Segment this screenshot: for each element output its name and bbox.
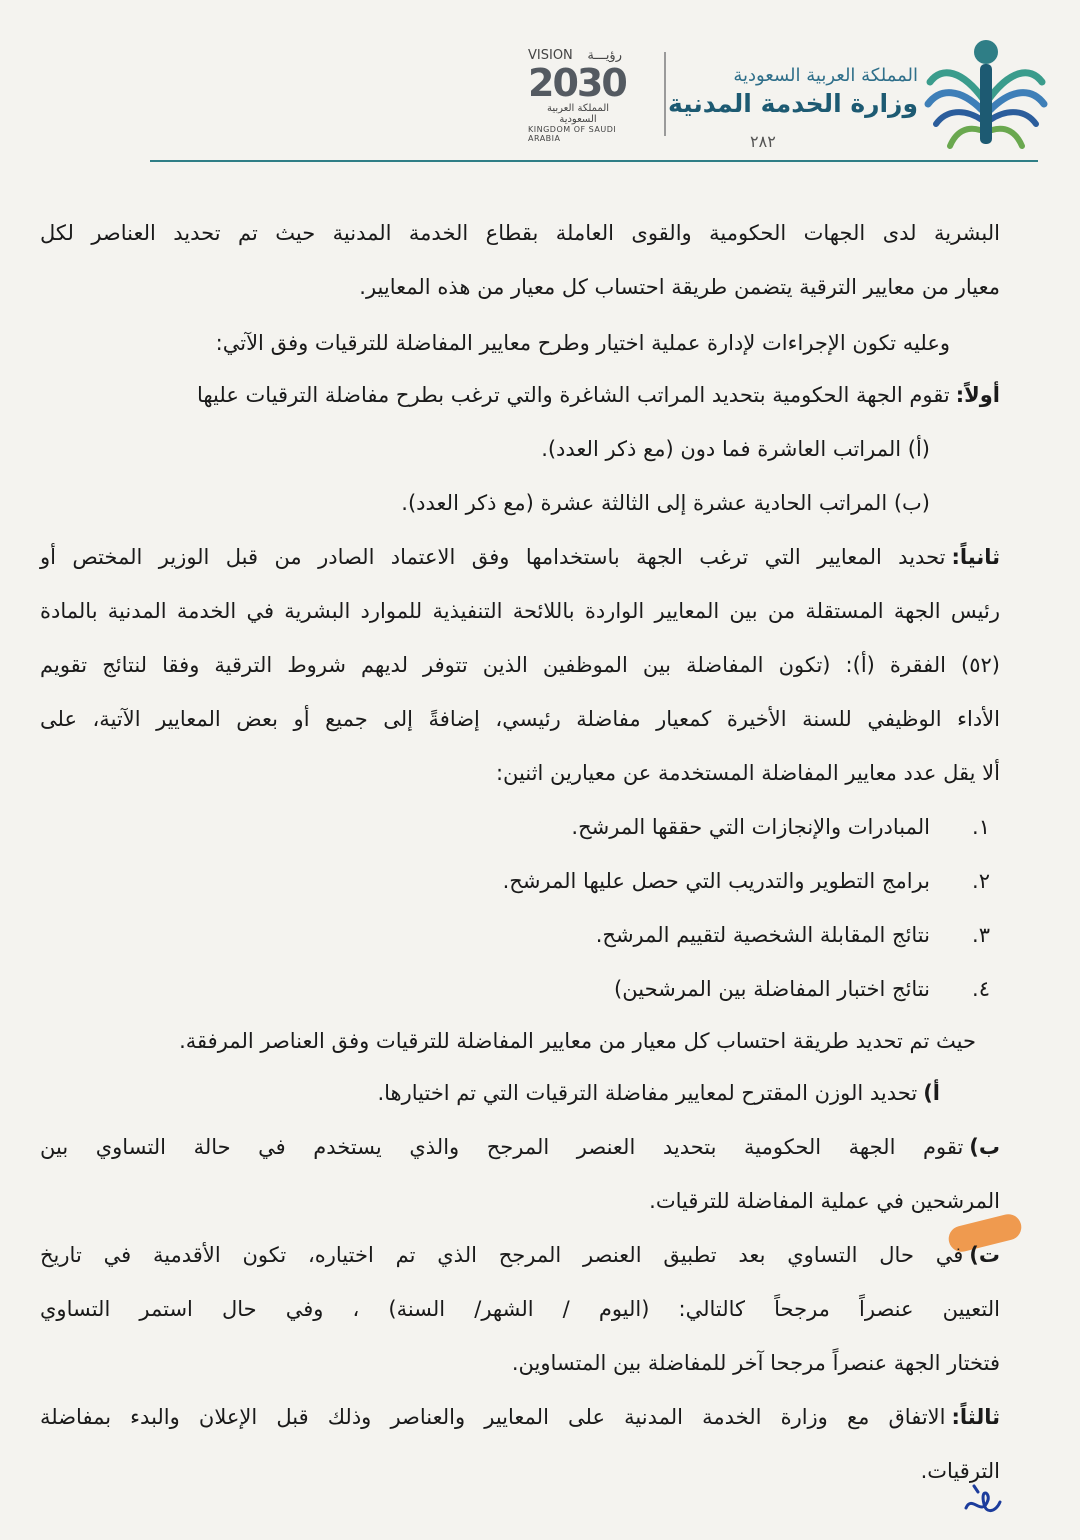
sub-item-t-line-3: فتختار الجهة عنصراً مرجحا آخر للمفاضلة بين المتساوين.	[511, 1351, 1000, 1375]
first-item-a: (أ) المراتب العاشرة فما دون (مع ذكر العدد).	[541, 437, 930, 461]
third-line-1-text: الاتفاق مع وزارة الخدمة المدنية على المعايير والعناصر وذلك قبل الإعلان والبدء بمفاضلة	[40, 1405, 946, 1429]
third-line-1	[40, 1402, 1000, 1432]
first-label: أولاً:	[955, 383, 1000, 407]
vision-2030-logo	[528, 48, 648, 143]
criteria-item-3-text: نتائج المقابلة الشخصية لتقييم المرشح.	[595, 923, 930, 947]
intro-line-1: البشرية لدى الجهات الحكومية والقوى العاملة بقطاع الخدمة المدنية حيث تم تحديد العناصر لكل	[40, 221, 1000, 245]
intro-line-3: وعليه تكون الإجراءات لإدارة عملية اختيار وطرح معايير المفاضلة للترقيات وفق الآتي:	[215, 331, 950, 355]
sub-item-t-line-1	[40, 1240, 1000, 1270]
sub-item-t-line-2: التعيين عنصراً مرجحاً كالتالي: (اليوم / الشهر/ السنة) ، وفي حال استمر التساوي	[40, 1297, 1000, 1321]
second-line-4: الأداء الوظيفي للسنة الأخيرة كمعيار مفاضلة رئيسي، إضافةً إلى جميع أو بعض المعايير الآتية، على	[40, 707, 1000, 731]
vision-year: 2030	[528, 61, 626, 105]
third-label: ثالثاً:	[951, 1405, 1000, 1429]
vision-kingdom-en: KINGDOM OF SAUDI ARABIA	[528, 125, 617, 143]
sub-item-b-line-2: المرشحين في عملية المفاضلة للترقيات.	[649, 1189, 1000, 1213]
criteria-item-3-number: ٣.	[972, 923, 990, 947]
third-line-2: الترقيات.	[920, 1459, 1000, 1483]
criteria-item-4	[40, 974, 990, 1004]
first-text: تقوم الجهة الحكومية بتحديد المراتب الشاغرة والتي ترغب بطرح مفاضلة الترقيات عليها	[196, 383, 950, 407]
criteria-item-2	[40, 866, 990, 896]
sub-item-b-label: ب)	[969, 1135, 1000, 1159]
second-line-2: رئيس الجهة المستقلة من بين المعايير الواردة باللائحة التنفيذية للموارد البشرية في الخدمة المدنية بالمادة	[40, 599, 1000, 623]
criteria-note: حيث تم تحديد طريقة احتساب كل معيار من معايير المفاضلة للترقيات وفق العناصر المرفقة.	[179, 1029, 976, 1053]
second-line-3: (٥٢) الفقرة (أ): (تكون المفاضلة بين الموظفين الذين تتوفر لديهم شروط الترقية وفقا لنتائج تقويم	[40, 653, 1000, 677]
ministry-emblem-logo	[922, 30, 1050, 162]
sub-item-b-line-1	[40, 1132, 1000, 1162]
criteria-item-1-text: المبادرات والإنجازات التي حققها المرشح.	[571, 815, 930, 839]
criteria-item-3	[40, 920, 990, 950]
intro-line-2: معيار من معايير الترقية يتضمن طريقة احتساب كل معيار من هذه المعايير.	[359, 275, 1000, 299]
second-line-1-text: تحديد المعايير التي ترغب الجهة باستخدامها وفق الاعتماد الصادر من قبل الوزير المختص أو	[40, 545, 946, 569]
criteria-item-1-number: ١.	[972, 815, 990, 839]
page-number: ٢٨٢	[750, 132, 776, 151]
second-label: ثانياً:	[951, 545, 1000, 569]
sub-item-a	[40, 1078, 940, 1108]
vision-label-ar: رؤيـــة	[587, 48, 622, 63]
handwritten-initials-signature	[960, 1478, 1006, 1524]
second-line-1	[40, 542, 1000, 572]
criteria-item-4-text: نتائج اختبار المفاضلة بين المرشحين)	[614, 977, 930, 1001]
kingdom-name: المملكة العربية السعودية	[733, 65, 918, 86]
first-item-b: (ب) المراتب الحادية عشرة إلى الثالثة عشرة (مع ذكر العدد).	[401, 491, 930, 515]
sub-item-a-text: تحديد الوزن المقترح لمعايير مفاضلة الترقيات التي تم اختيارها.	[377, 1081, 918, 1105]
criteria-item-2-text: برامج التطوير والتدريب التي حصل عليها المرشح.	[502, 869, 930, 893]
second-line-5: ألا يقل عدد معايير المفاضلة المستخدمة عن معيارين اثنين:	[495, 761, 1000, 785]
ministry-title: وزارة الخدمة المدنية	[667, 89, 918, 118]
ministry-name-block	[658, 64, 918, 120]
vision-label-en: VISION	[528, 48, 573, 63]
sub-item-a-label: أ)	[923, 1081, 940, 1105]
sub-item-b-line-1-text: تقوم الجهة الحكومية بتحديد العنصر المرجح والذي يستخدم في حالة التساوي بين	[40, 1135, 964, 1159]
criteria-item-2-number: ٢.	[972, 869, 990, 893]
criteria-item-1	[40, 812, 990, 842]
header-rule	[150, 160, 1038, 162]
sub-item-t-line-1-text: في حال التساوي بعد تطبيق العنصر المرجح الذي تم اختياره، تكون الأقدمية في تاريخ	[40, 1243, 964, 1267]
sub-item-t-label: ت)	[969, 1243, 1000, 1267]
header-divider	[664, 52, 666, 136]
vision-kingdom-ar: المملكة العربية السعودية	[546, 103, 610, 125]
criteria-item-4-number: ٤.	[972, 977, 990, 1001]
first-paragraph	[40, 380, 1000, 410]
